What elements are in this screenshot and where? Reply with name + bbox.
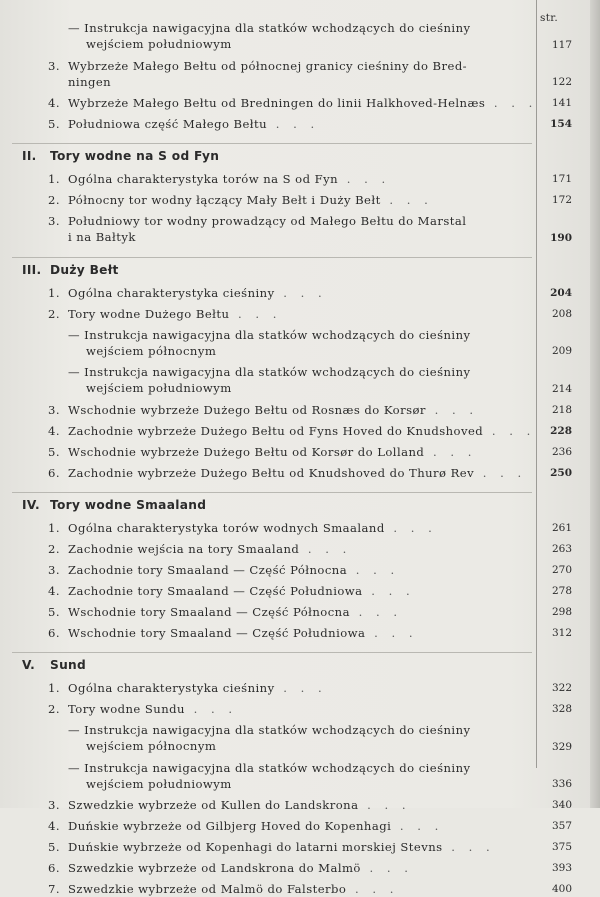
- page-number[interactable]: 270: [551, 564, 572, 576]
- entry-title: Zachodnie tory Smaaland — Część Północna: [68, 563, 348, 577]
- entry-number: 4.: [48, 584, 60, 598]
- entry-title: Wybrzeże Małego Bełtu od północnej granicy cieśniny do Bred-: [68, 58, 468, 73]
- entry-title: Ogólna charakterystyka torów wodnych Smaaland: [68, 521, 385, 535]
- entry-text-line: [68, 20, 528, 36]
- entry-number: 2.: [48, 702, 60, 716]
- leader-dots: . . .: [485, 96, 538, 111]
- section-title: Duży Bełt: [50, 262, 119, 277]
- entry-title: wejściem południowym: [86, 37, 232, 51]
- entry-number: 4.: [48, 819, 60, 834]
- leader-dots: . . .: [346, 882, 399, 897]
- entry-text-line: [48, 625, 528, 641]
- page-column-label: str.: [540, 12, 559, 24]
- page-number[interactable]: 236: [551, 446, 572, 458]
- page-number[interactable]: 393: [551, 862, 572, 875]
- leader-dots: . . .: [380, 193, 433, 208]
- entry-number: 3.: [48, 403, 60, 417]
- page-number[interactable]: 250: [550, 467, 572, 479]
- entry-number: 1.: [48, 172, 60, 187]
- entry-text-line: [48, 402, 528, 418]
- section-roman-numeral: III.: [22, 262, 42, 277]
- entry-text-line: [48, 74, 528, 90]
- entry-title: Zachodnie tory Smaaland — Część Południowa: [68, 584, 363, 598]
- entry-text-line: [68, 380, 528, 396]
- entry-title: Północny tor wodny łączący Mały Bełt i Duży Bełt: [68, 193, 381, 208]
- leader-dots: . . .: [360, 861, 413, 876]
- toc-entry[interactable]: [48, 116, 528, 132]
- toc-entry[interactable]: [48, 680, 528, 696]
- entry-number: 6.: [48, 861, 60, 876]
- entry-number: 3.: [48, 563, 60, 577]
- entry-number: 6.: [48, 466, 60, 480]
- toc-entry[interactable]: [48, 541, 528, 557]
- toc-entry[interactable]: [48, 583, 528, 599]
- page-number[interactable]: 400: [551, 883, 572, 896]
- toc-entry[interactable]: [48, 520, 528, 536]
- toc-entry[interactable]: [48, 213, 528, 245]
- entry-title: Wschodnie wybrzeże Dużego Bełtu od Korsør do Lolland: [68, 445, 425, 459]
- page-number[interactable]: 298: [551, 606, 572, 618]
- page-number[interactable]: 208: [551, 307, 572, 320]
- toc-entry[interactable]: [48, 839, 528, 855]
- entry-number: 2.: [48, 306, 60, 321]
- toc-entry[interactable]: [48, 444, 528, 460]
- leader-dots: . . .: [267, 117, 320, 132]
- entry-title: Tory wodne Sundu: [68, 702, 185, 716]
- toc-entry[interactable]: [48, 95, 538, 111]
- entry-title: Szwedzkie wybrzeże od Landskrona do Malmö: [68, 861, 361, 876]
- entry-text-line: [48, 680, 528, 696]
- entry-title: Ogólna charakterystyka cieśniny: [68, 681, 275, 695]
- leader-dots: . . .: [483, 424, 536, 438]
- section-title: Tory wodne na S od Fyn: [50, 149, 220, 164]
- toc-entry[interactable]: [48, 604, 528, 620]
- entry-title: wejściem południowym: [86, 381, 232, 396]
- toc-entry[interactable]: [48, 797, 528, 813]
- entry-title: — Instrukcja nawigacyjna dla statków wchodzących do cieśniny: [68, 21, 471, 35]
- entry-title: wejściem północnym: [86, 343, 217, 358]
- page-number[interactable]: 172: [551, 194, 572, 207]
- toc-entry[interactable]: [48, 423, 536, 439]
- page-number[interactable]: 336: [551, 778, 572, 791]
- leader-dots: . . .: [349, 605, 403, 619]
- page-number[interactable]: 214: [551, 383, 572, 395]
- entry-title: wejściem południowym: [86, 776, 232, 791]
- page-number[interactable]: 278: [551, 585, 572, 597]
- entry-text-line: [48, 285, 528, 301]
- entry-text-line: [68, 327, 528, 343]
- entry-number: 4.: [48, 96, 60, 111]
- entry-number: 1.: [48, 285, 60, 300]
- section-heading: [22, 149, 219, 163]
- entry-title: — Instrukcja nawigacyjna dla statków wchodzących do cieśniny: [68, 365, 471, 380]
- page-number[interactable]: 312: [551, 627, 572, 639]
- entry-number: 5.: [48, 445, 60, 459]
- toc-entry[interactable]: [48, 860, 528, 876]
- page-number[interactable]: 204: [550, 286, 572, 299]
- entry-title: Ogólna charakterystyka cieśniny: [68, 285, 275, 300]
- section-heading: [22, 498, 206, 512]
- entry-text-line: [48, 213, 528, 229]
- entry-text-line: [48, 444, 528, 460]
- section-roman-numeral: V.: [22, 658, 36, 672]
- entry-text-line: [68, 722, 528, 738]
- entry-number: 3.: [48, 798, 60, 813]
- toc-entry[interactable]: [48, 562, 528, 578]
- entry-text-line: [68, 760, 528, 776]
- toc-entry[interactable]: [48, 465, 528, 481]
- entry-number: 2.: [48, 193, 60, 208]
- section-roman-numeral: II.: [22, 149, 37, 164]
- entry-text-line: [48, 604, 528, 620]
- entry-text-line: [48, 520, 528, 536]
- entry-number: 3.: [48, 214, 60, 229]
- leader-dots: . . .: [274, 681, 327, 695]
- page-number[interactable]: 117: [551, 38, 572, 51]
- entry-text-line: [48, 583, 528, 599]
- entry-text-line: [48, 465, 528, 481]
- entry-title: Szwedzkie wybrzeże od Kullen do Landskrona: [68, 798, 359, 813]
- entry-text-line: [48, 797, 528, 813]
- toc-entry[interactable]: [48, 881, 528, 897]
- entry-title: Szwedzkie wybrzeże od Malmö do Falsterbo: [68, 882, 347, 897]
- entry-title: Zachodnie wybrzeże Dużego Bełtu od Knudshoved do Thurø Rev: [68, 466, 475, 480]
- toc-entry[interactable]: [48, 701, 528, 717]
- entry-text-line: [48, 881, 528, 897]
- entry-title: Zachodnie wejścia na tory Smaaland: [68, 542, 300, 556]
- section-divider: [12, 652, 532, 653]
- entry-number: 1.: [48, 521, 60, 535]
- entry-title: Tory wodne Dużego Bełtu: [68, 306, 230, 321]
- entry-title: — Instrukcja nawigacyjna dla statków wchodzących do cieśniny: [68, 327, 471, 342]
- toc-entry[interactable]: [48, 192, 528, 208]
- entry-text-line: [48, 229, 528, 245]
- entry-title: Duńskie wybrzeże od Gilbjerg Hoved do Kopenhagi: [68, 819, 392, 834]
- toc-subentry[interactable]: [68, 364, 528, 396]
- leader-dots: . . .: [274, 285, 327, 300]
- entry-text-line: [48, 116, 528, 132]
- section-title: Tory wodne Smaaland: [50, 498, 207, 512]
- leader-dots: . . .: [424, 445, 477, 459]
- section-heading: [22, 658, 86, 672]
- entry-text-line: [48, 58, 528, 74]
- entry-text-line: [48, 701, 528, 717]
- entry-text-line: [48, 839, 528, 855]
- entry-text-line: [68, 36, 528, 52]
- entry-title: — Instrukcja nawigacyjna dla statków wchodzących do cieśniny: [68, 760, 471, 775]
- toc-entry[interactable]: [48, 625, 528, 641]
- leader-dots: . . .: [425, 403, 479, 417]
- toc-entry[interactable]: [48, 171, 528, 187]
- entry-title: Wschodnie tory Smaaland — Część Południowa: [68, 626, 366, 640]
- page-number[interactable]: 375: [551, 841, 572, 854]
- entry-title: Południowa część Małego Bełtu: [68, 117, 268, 132]
- section-heading: [22, 263, 119, 277]
- page-number[interactable]: 340: [551, 799, 572, 812]
- page-number[interactable]: 328: [551, 703, 572, 715]
- section-divider: [12, 143, 532, 144]
- toc-subentry[interactable]: [68, 327, 528, 359]
- entry-number: 3.: [48, 58, 60, 73]
- page-number[interactable]: 218: [551, 404, 572, 416]
- toc-entry[interactable]: [48, 402, 528, 418]
- section-roman-numeral: IV.: [22, 498, 40, 512]
- page-number[interactable]: 357: [551, 820, 572, 833]
- entry-text-line: [68, 738, 528, 754]
- page-number[interactable]: 171: [551, 173, 572, 186]
- entry-number: 5.: [48, 840, 60, 855]
- entry-text-line: [48, 541, 528, 557]
- leader-dots: . . .: [442, 840, 495, 855]
- section-divider: [12, 492, 532, 493]
- entry-title: Wschodnie wybrzeże Dużego Bełtu od Rosnæs do Korsør: [68, 403, 426, 417]
- page-number[interactable]: 190: [550, 231, 572, 244]
- leader-dots: . . .: [362, 584, 415, 598]
- toc-subentry[interactable]: [68, 722, 528, 754]
- entry-number: 5.: [48, 117, 60, 132]
- toc-entry[interactable]: [48, 306, 528, 322]
- section-title: Sund: [50, 658, 87, 672]
- entry-title: wejściem północnym: [86, 739, 217, 753]
- page-number[interactable]: 209: [551, 345, 572, 358]
- entry-title: Wschodnie tory Smaaland — Część Północna: [68, 605, 350, 619]
- entry-text-line: [48, 423, 536, 439]
- entry-title: Południowy tor wodny prowadzący od Małego Bełtu do Marstal: [68, 214, 467, 229]
- leader-dots: . . .: [347, 563, 400, 577]
- entry-text-line: [48, 171, 528, 187]
- page-number[interactable]: 154: [550, 118, 572, 131]
- page-edge-shadow: [590, 0, 600, 808]
- entry-title: Ogólna charakterystyka torów na S od Fyn: [68, 172, 339, 187]
- toc-entry[interactable]: [48, 58, 528, 90]
- leader-dots: . . .: [299, 542, 352, 556]
- page-number[interactable]: 322: [551, 682, 572, 694]
- entry-number: 4.: [48, 424, 60, 438]
- toc-subentry[interactable]: [68, 20, 528, 52]
- section-divider: [12, 257, 532, 258]
- page-number[interactable]: 141: [551, 97, 572, 110]
- entry-title: Wybrzeże Małego Bełtu od Bredningen do linii Halkhoved-Helnæs: [68, 96, 486, 111]
- entry-title: Zachodnie wybrzeże Dużego Bełtu od Fyns Hoved do Knudshoved: [68, 424, 484, 438]
- entry-text-line: [48, 860, 528, 876]
- page-number[interactable]: 122: [551, 76, 572, 89]
- entry-text-line: [48, 95, 538, 111]
- entry-number: 1.: [48, 681, 60, 695]
- entry-number: 6.: [48, 626, 60, 640]
- entry-text-line: [68, 343, 528, 359]
- entry-title: ningen: [68, 74, 112, 89]
- entry-number: 2.: [48, 542, 60, 556]
- entry-title: — Instrukcja nawigacyjna dla statków wchodzących do cieśniny: [68, 723, 471, 737]
- page-number[interactable]: 263: [551, 543, 572, 555]
- entry-text-line: [48, 562, 528, 578]
- toc-subentry[interactable]: [68, 760, 528, 792]
- leader-dots: . . .: [384, 521, 437, 535]
- entry-text-line: [68, 364, 528, 380]
- leader-dots: . . .: [229, 306, 282, 321]
- entry-title: Duńskie wybrzeże od Kopenhagi do latarni morskiej Stevns: [68, 840, 443, 855]
- page-number[interactable]: 261: [551, 522, 572, 534]
- entry-text-line: [48, 306, 528, 322]
- leader-dots: . . .: [338, 172, 391, 187]
- entry-title: i na Bałtyk: [68, 230, 136, 245]
- entry-text-line: [48, 818, 528, 834]
- page-number[interactable]: 228: [550, 425, 572, 437]
- leader-dots: . . .: [474, 466, 527, 480]
- entry-text-line: [48, 192, 528, 208]
- toc-entry[interactable]: [48, 285, 528, 301]
- leader-dots: . . .: [365, 626, 418, 640]
- page-number[interactable]: 329: [551, 740, 572, 753]
- leader-dots: . . .: [184, 702, 238, 716]
- leader-dots: . . .: [358, 798, 411, 813]
- entry-number: 5.: [48, 605, 60, 619]
- entry-text-line: [68, 776, 528, 792]
- entry-number: 7.: [48, 882, 60, 897]
- toc-entry[interactable]: [48, 818, 528, 834]
- leader-dots: . . .: [391, 819, 444, 834]
